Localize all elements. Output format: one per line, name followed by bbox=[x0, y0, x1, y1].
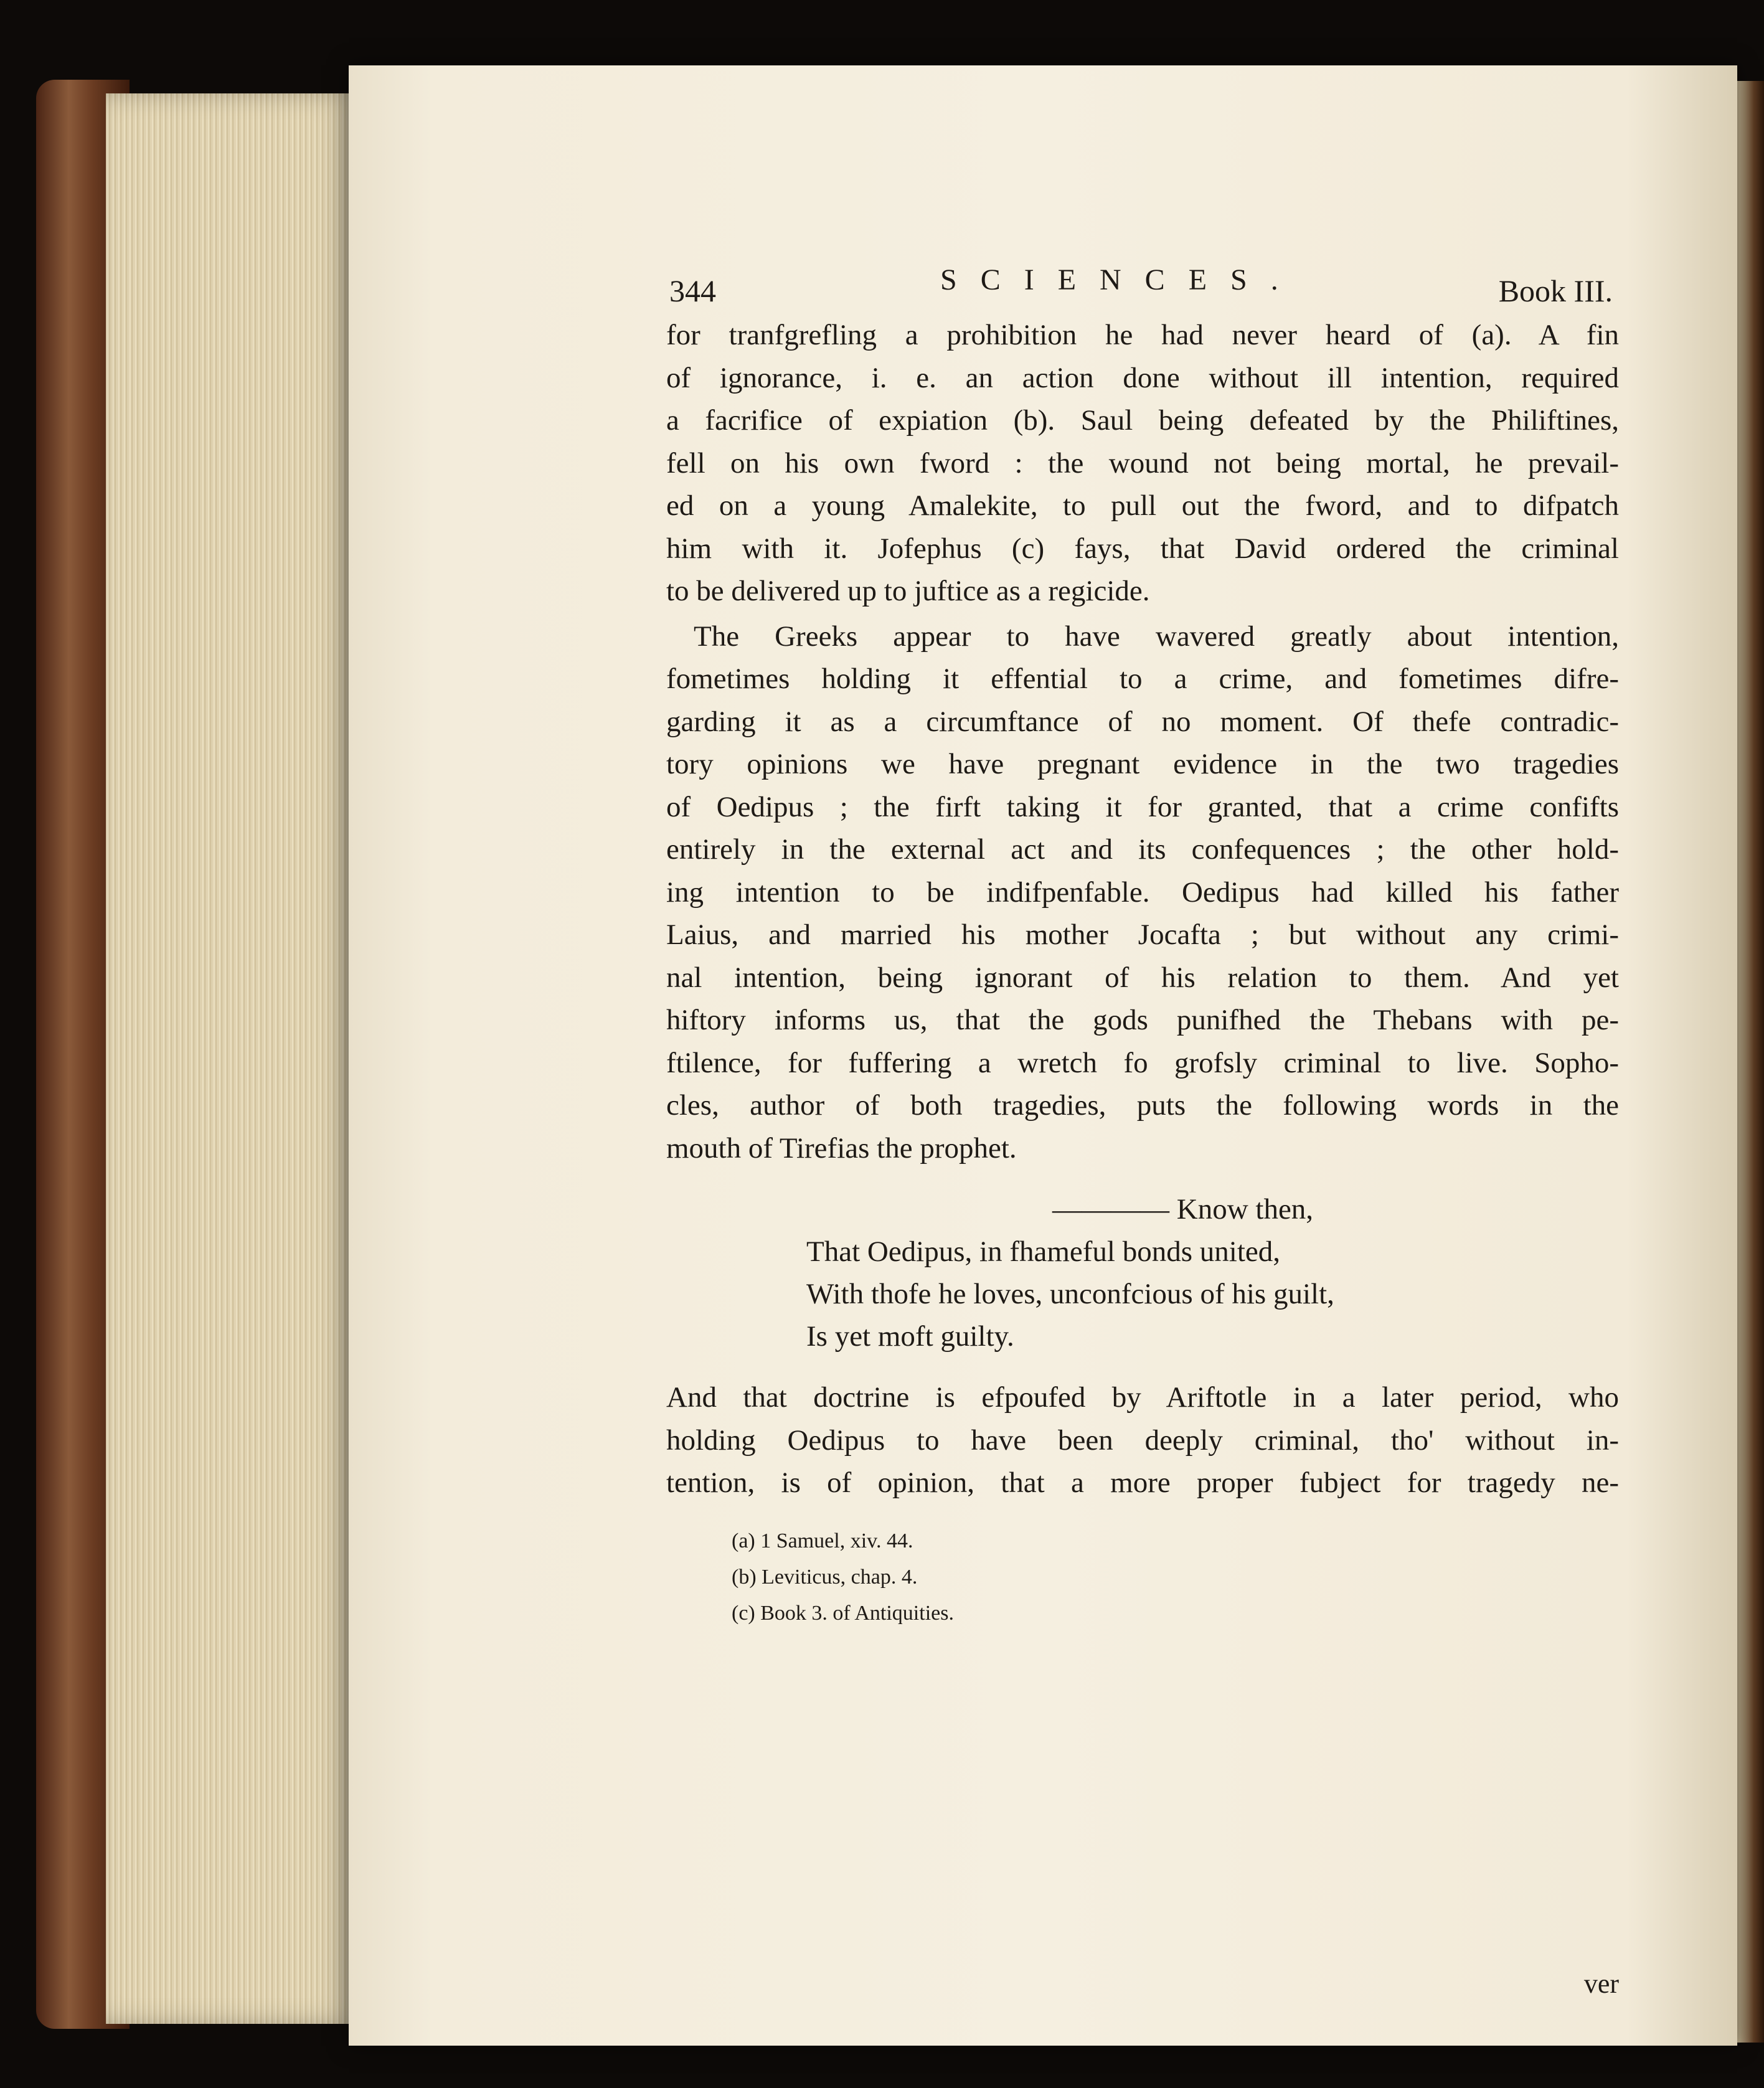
footnote: (b) Leviticus, chap. 4. bbox=[732, 1565, 918, 1589]
text-line: nal intention, being ignorant of his relation to them. And yet bbox=[666, 961, 1619, 994]
catchword: ver bbox=[1583, 1968, 1619, 1999]
text-line: entirely in the external act and its confequences ; the other hold- bbox=[666, 833, 1619, 866]
book-label: Book III. bbox=[1498, 273, 1613, 308]
text-line: him with it. Jofephus (c) fays, that David ordered the criminal bbox=[666, 532, 1619, 565]
text-line: hiftory informs us, that the gods punifhed the Thebans with pe- bbox=[666, 1004, 1619, 1036]
text-line: garding it as a circumftance of no moment. Of thefe contradic- bbox=[666, 705, 1619, 738]
text-line: tention, is of opinion, that a more proper fubject for tragedy ne- bbox=[666, 1467, 1619, 1499]
text-line: to be delivered up to juftice as a regicide. bbox=[666, 575, 1150, 607]
text-line: Laius, and married his mother Jocafta ; but without any crimi- bbox=[666, 919, 1619, 951]
text-line: holding Oedipus to have been deeply criminal, tho' without in- bbox=[666, 1424, 1619, 1457]
verse-quotation bbox=[666, 1188, 1619, 1358]
verse-line: With thofe he loves, unconfcious of his guilt, bbox=[806, 1278, 1334, 1310]
page-number: 344 bbox=[669, 273, 716, 308]
running-head: SCIENCES. bbox=[940, 263, 1302, 296]
verse-line: ———— Know then, bbox=[1052, 1193, 1314, 1226]
text-line: fometimes holding it effential to a crime, and fometimes difre- bbox=[666, 663, 1619, 695]
text-line: The Greeks appear to have wavered greatly about intention, bbox=[694, 620, 1619, 653]
paragraph-3 bbox=[666, 1376, 1619, 1505]
text-line: of Oedipus ; the firft taking it for granted, that a crime confifts bbox=[666, 790, 1619, 823]
text-line: for tranfgrefling a prohibition he had never heard of (a). A fin bbox=[666, 319, 1619, 351]
verse-line: Is yet moft guilty. bbox=[806, 1320, 1014, 1353]
text-line: ing intention to be indifpenfable. Oedipus had killed his father bbox=[666, 876, 1619, 909]
text-line: ftilence, for fuffering a wretch fo grofsly criminal to live. Sopho- bbox=[666, 1046, 1619, 1079]
footnote: (a) 1 Samuel, xiv. 44. bbox=[732, 1529, 913, 1552]
text-line: a facrifice of expiation (b). Saul being defeated by the Philiftines, bbox=[666, 404, 1619, 437]
text-line: mouth of Tirefias the prophet. bbox=[666, 1131, 1017, 1164]
text-line: And that doctrine is efpoufed by Ariftotle in a later period, who bbox=[666, 1381, 1619, 1414]
text-line: ed on a young Amalekite, to pull out the fword, and to difpatch bbox=[666, 489, 1619, 522]
text-line: of ignorance, i. e. an action done without ill intention, required bbox=[666, 361, 1619, 394]
paragraph-2 bbox=[666, 615, 1619, 1170]
footnotes bbox=[666, 1523, 1619, 1632]
page-header bbox=[666, 262, 1619, 311]
text-line: fell on his own fword : the wound not being mortal, he prevail- bbox=[666, 446, 1619, 479]
page-fore-edge bbox=[106, 93, 355, 2024]
paragraph-1 bbox=[666, 314, 1619, 613]
text-line: cles, author of both tragedies, puts the following words in the bbox=[666, 1089, 1619, 1122]
verse-line: That Oedipus, in fhameful bonds united, bbox=[806, 1235, 1280, 1268]
text-line: tory opinions we have pregnant evidence in the two tragedies bbox=[666, 748, 1619, 780]
page-content bbox=[666, 262, 1619, 1999]
footnote: (c) Book 3. of Antiquities. bbox=[732, 1601, 954, 1625]
